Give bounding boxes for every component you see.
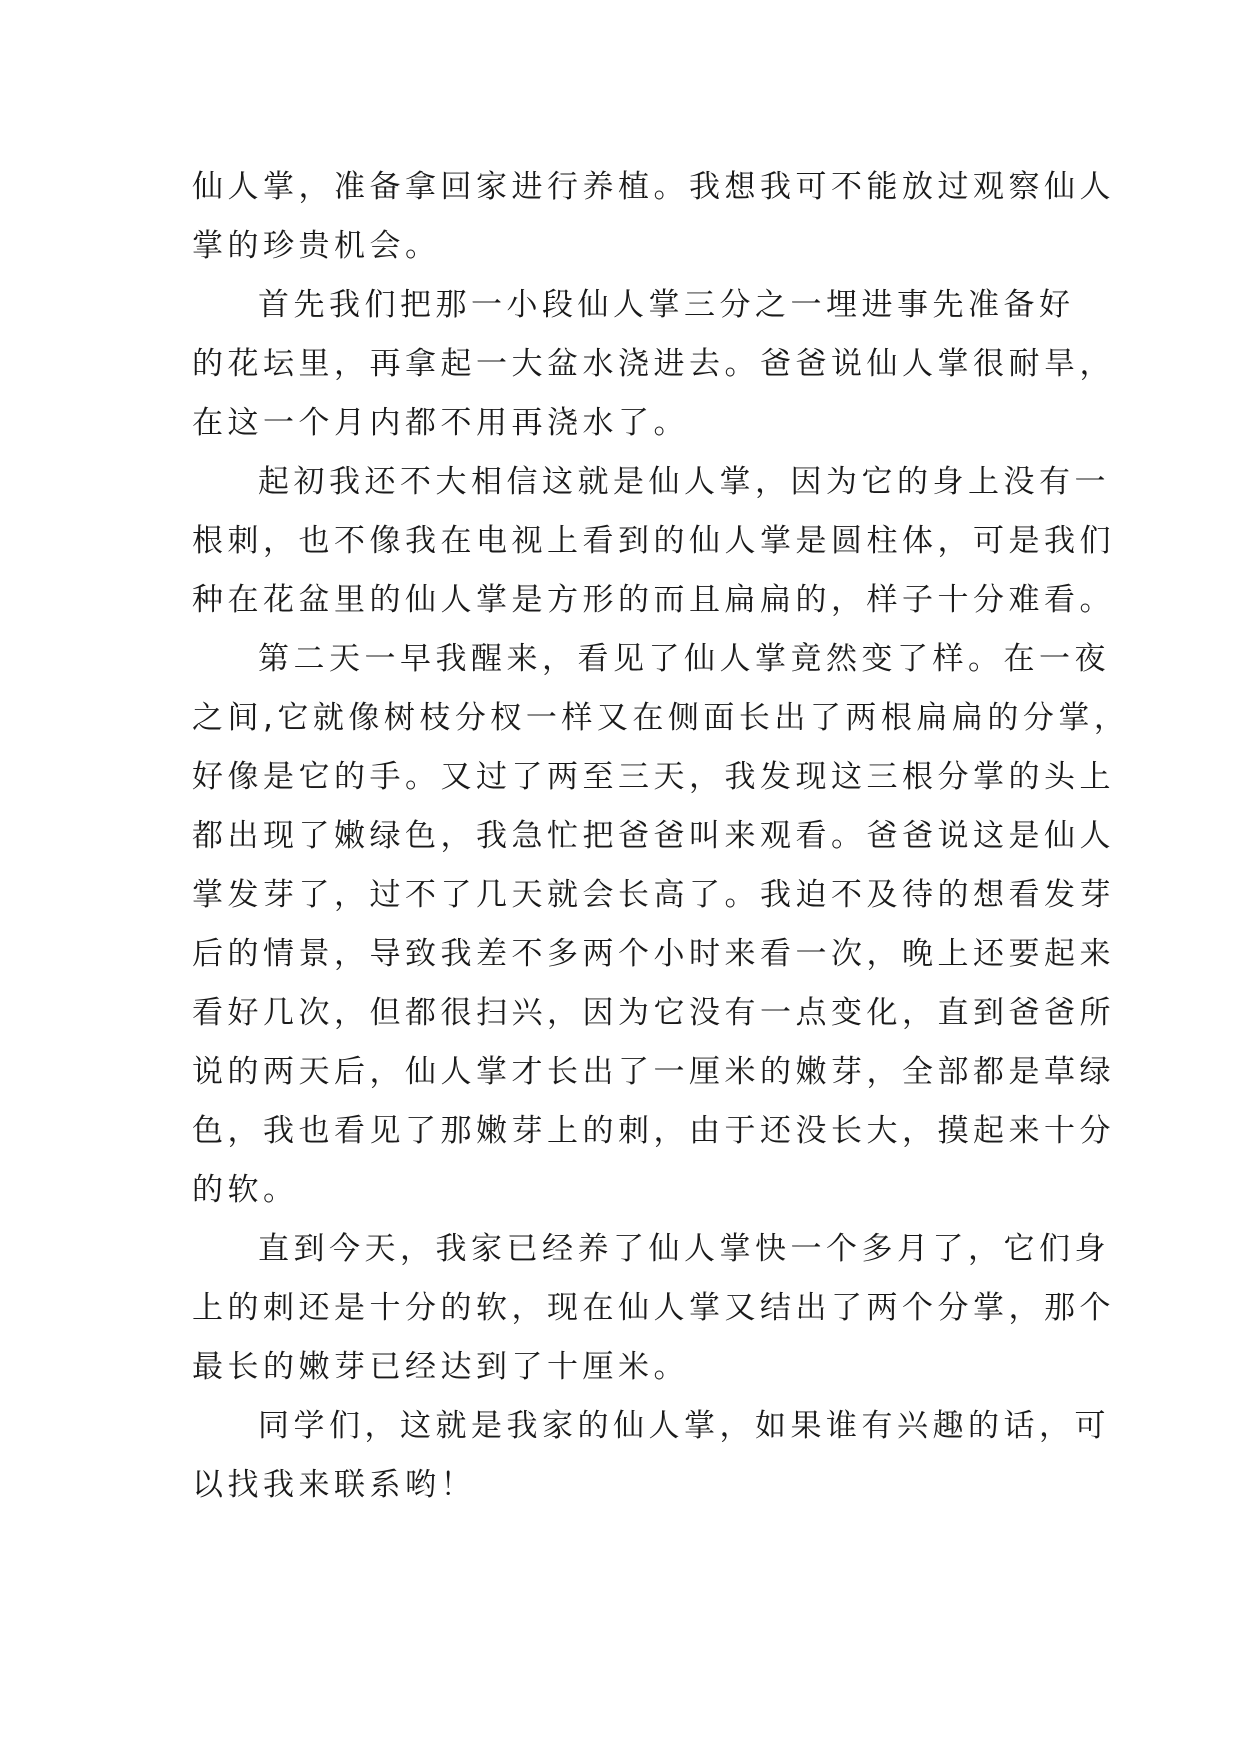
text-line: 说的两天后，仙人掌才长出了一厘米的嫩芽，全部都是草绿 (192, 1054, 1115, 1090)
text-line: 在这一个月内都不用再浇水了。 (192, 405, 689, 441)
text-line: 仙人掌，准备拿回家进行养植。我想我可不能放过观察仙人 (192, 169, 1115, 205)
text-line: 最长的嫩芽已经达到了十厘米。 (192, 1349, 689, 1385)
paragraph-first-line: 同学们，这就是我家的仙人掌，如果谁有兴趣的话，可 (258, 1408, 1110, 1444)
paragraph-first-line: 第二天一早我醒来，看见了仙人掌竟然变了样。在一夜 (258, 641, 1110, 677)
paragraph-first-line: 直到今天，我家已经养了仙人掌快一个多月了，它们身 (258, 1231, 1110, 1267)
text-line: 掌的珍贵机会。 (192, 228, 441, 264)
text-line: 之间,它就像树枝分杈一样又在侧面长出了两根扁扁的分掌， (192, 700, 1130, 736)
text-line: 都出现了嫩绿色，我急忙把爸爸叫来观看。爸爸说这是仙人 (192, 818, 1115, 854)
text-line: 看好几次，但都很扫兴，因为它没有一点变化，直到爸爸所 (192, 995, 1115, 1031)
text-line: 的软。 (192, 1172, 299, 1208)
body-text (192, 158, 1130, 1515)
text-line: 色，我也看见了那嫩芽上的刺，由于还没长大，摸起来十分 (192, 1113, 1115, 1149)
text-line: 种在花盆里的仙人掌是方形的而且扁扁的，样子十分难看。 (192, 582, 1115, 618)
text-line: 后的情景，导致我差不多两个小时来看一次，晚上还要起来 (192, 936, 1115, 972)
text-line: 上的刺还是十分的软，现在仙人掌又结出了两个分掌，那个 (192, 1290, 1115, 1326)
text-line: 的花坛里，再拿起一大盆水浇进去。爸爸说仙人掌很耐旱， (192, 346, 1115, 382)
paragraph-first-line: 起初我还不大相信这就是仙人掌，因为它的身上没有一 (258, 464, 1110, 500)
paragraph-first-line: 首先我们把那一小段仙人掌三分之一埋进事先准备好 (258, 287, 1075, 323)
text-line: 好像是它的手。又过了两至三天，我发现这三根分掌的头上 (192, 759, 1115, 795)
text-line: 根刺，也不像我在电视上看到的仙人掌是圆柱体，可是我们 (192, 523, 1115, 559)
text-line: 掌发芽了，过不了几天就会长高了。我迫不及待的想看发芽 (192, 877, 1115, 913)
text-line: 以找我来联系哟！ (192, 1467, 476, 1503)
